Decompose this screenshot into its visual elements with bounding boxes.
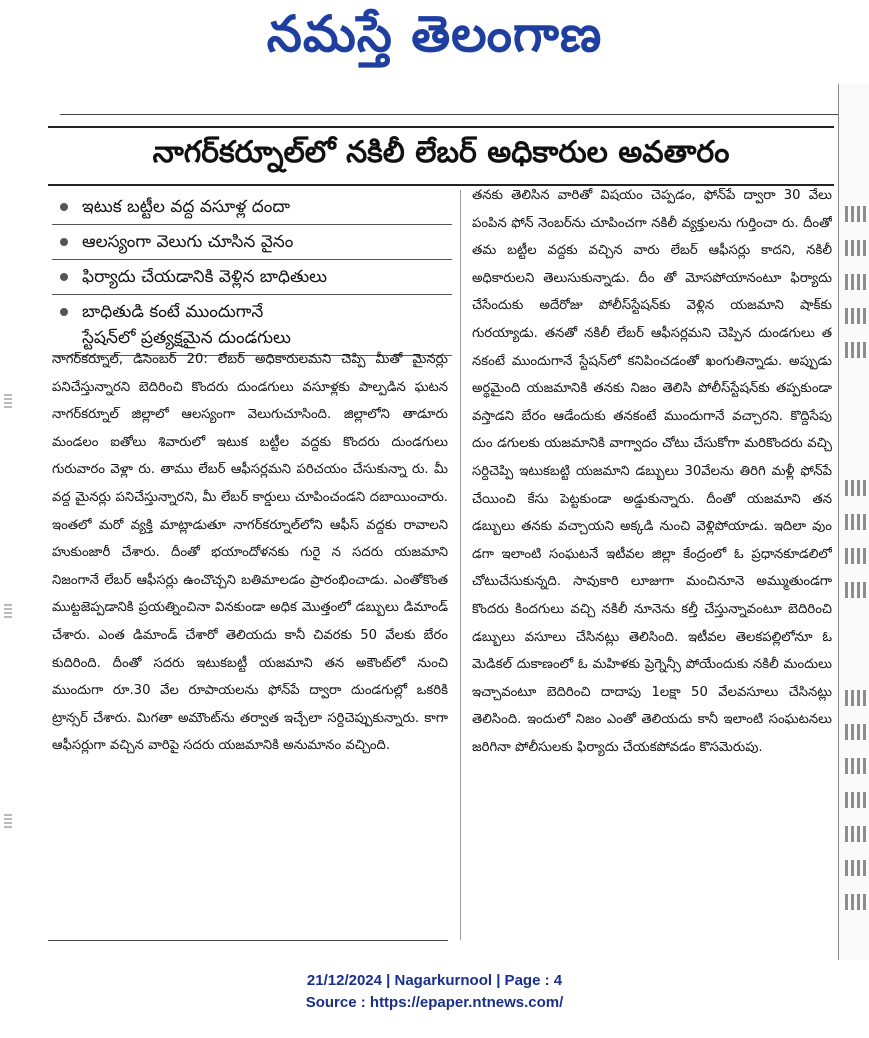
highlight-item: ఫిర్యాదు చేయడానికి వెళ్లిన బాధితులు — [52, 260, 452, 295]
article-clipping — [30, 84, 869, 960]
headline-box — [48, 126, 834, 186]
adjacent-column-fragment — [838, 84, 869, 960]
bullet-icon — [60, 273, 68, 281]
bottom-rule — [48, 940, 448, 941]
highlight-item: ఆలస్యంగా వెలుగు చూసిన వైనం — [52, 225, 452, 260]
column-divider — [460, 190, 461, 940]
source-link[interactable]: Source : https://epaper.ntnews.com/ — [305, 994, 564, 1011]
headline: నాగర్‌కర్నూల్‌లో నకిలీ లేబర్ అధికారుల అవతారం — [152, 135, 730, 170]
bullet-icon — [60, 308, 68, 316]
edition-info: 21/12/2024 | Nagarkurnool | Page : 4 — [306, 972, 563, 989]
adjacent-article-fragment — [60, 84, 860, 115]
page-footer — [0, 970, 869, 1014]
newspaper-logo: నమస్తే తెలంగాణ — [266, 4, 603, 63]
article-body-left: నాగర్‌కర్నూల్, డిసెంబర్ 20: లేబర్ అధికారులమని చెప్పి మీతో మైనర్లు పనిచేస్తున్నారని బెదిరించి కొందరు దుండగులు వసూళ్లకు పాల్పడిన ఘటన నాగర్‌కర్నూల్ జిల్లాలో ఆలస్యంగా వెలుగుచూసింది. జిల్లాలోని తాడూరు మండలం ఐతోలు శివారులో ఇటుక బట్టీల వద్దకు కొందరు దుండగులు గురువారం వెళ్లా రు. తాము లేబర్ ఆఫీసర్లమని పరిచయం చేసుకున్నా రు. మీ వద్ద మైనర్లు పనిచేస్తున్నారని, మీ లేబర్ కార్డులు చూపించండని దబాయించారు. ఇంతలో మరో వ్యక్తి మాట్లాడుతూ నాగర్‌కర్నూల్‌లోని ఆఫీస్ వద్దకు రావాలని హుకుంజారీ చేశారు. దీంతో భయాందోళనకు గురై న సదరు యజమాని నిజంగానే లేబర్ ఆఫీసర్లు ఉంచొచ్చని బతిమాలడం ప్రారంభించాడు. ఎంతోకొంత ముట్టజెప్పడానికి ప్రయత్నించినా వినకుండా అధిక మొత్తంలో డబ్బులు డిమాండ్ చేశారు. ఎంత డిమాండ్ చేశారో తెలియదు కానీ చివరకు 50 వేలకు బేరం కుదిరింది. దీంతో సదరు ఇటుకబట్టీ యజమాని తన అకౌంట్‌లో నుంచి ముందుగా రూ.30 వేల రూపాయలను ఫోన్‌పే ద్వారా దుండగుల్లో ఒకరికి ట్రాన్సర్ చేశారు. మిగతా అమౌంట్‌ను తర్వాత ఇచ్చేలా సర్దిచెప్పుకున్నారు. కాగా ఆఫీసర్లుగా వచ్చిన వారిపై సదరు యజమానికి అనుమానం వచ్చింది. — [52, 352, 448, 754]
masthead — [0, 0, 869, 80]
highlight-item: ఇటుక బట్టీల వద్ద వసూళ్ల దందా — [52, 190, 452, 225]
bullet-icon — [60, 203, 68, 211]
highlights-list — [52, 190, 452, 356]
highlight-item: బాధితుడి కంటే ముందుగానే స్టేషన్‌లో ప్రత్యక్షమైన దుండగులు — [52, 295, 452, 356]
page-edge-fragment — [0, 84, 18, 960]
article-body-right: తనకు తెలిసిన వారితో విషయం చెప్పడం, ఫోన్‌పే ద్వారా 30 వేలు పంపిన ఫోన్ నెంబర్‌ను చూపించగా నకిలీ వ్యక్తులను గుర్తించా రు. దీంతో తమ బట్టీల వద్దకు వచ్చిన వారు లేబర్ ఆఫీసర్లు కాదని, నకిలీ అధికారులని తెలుసుకున్నాడు. దీం తో మోసపోయానంటూ ఫిర్యాదు చేసేందుకు అదేరోజు పోలీస్‌స్టేషన్‌కు వెళ్లిన యజమాని షాక్‌కు గురయ్యాడు. తనతో నకిలీ లేబర్ ఆఫీసర్లమని చెప్పిన దుండగులు త నకంటే ముందుగానే స్టేషన్‌లో కనిపించడంతో ఖంగుతిన్నాడు. అప్పుడు అర్థమైంది యజమానికి తనకు నిజం తెలిసి పోలీస్‌స్టేషన్‌కు తప్పకుండా వస్తాడని బేరం ఆడేందుకు తనకంటే ముందుగానే వచ్చారని. కొద్దిసేపు దుం డగులకు యజమానికి వాగ్వాదం చోటు చేసుకోగా మరికొందరు వచ్చి సర్దిచెప్పి ఇటుకబట్టి యజమాని డబ్బులు 30వేలను తిరిగి మళ్లీ ఫోన్‌పే చేయించి కేసు పెట్టకుండా అడ్డుకున్నారు. దీంతో యజమాని తన డబ్బులు తనకు వచ్చాయని అక్కడి నుంచి వెళ్లిపోయాడు. ఇదిలా వుం డగా ఇలాంటి సంఘటనే ఇటీవల జిల్లా కేంద్రంలో ఓ ప్రధానకూడలిలో చోటుచేసుకున్నది. సావుకారి లూజుగా మంచినూనె అమ్ముతుండగా కొందరు కిందగులు వచ్చి నకిలీ నూనెను కల్తీ చేస్తున్నావంటూ బెదిరించి డబ్బులు వసూలు చేసినట్లు తెలిసింది. ఇటీవల తెలకపల్లిలోనూ ఓ మెడికల్ దుకాణంలో ఓ మహిళకు ప్రెగ్నెన్సీ పోయేందుకు నకిలీ మందులు ఇచ్చావంటూ బెదిరించి దాదాపు 1లక్షా 50 వేలవసూలు చేసినట్లు తెలిసింది. ఇందులో నిజం ఎంతో తెలియదు కానీ ఇలాంటి సంఘటనలు జరిగినా పోలీసులకు ఫిర్యాదు చేయకపోవడం కొసమెరుపు. — [472, 188, 832, 755]
bullet-icon — [60, 238, 68, 246]
